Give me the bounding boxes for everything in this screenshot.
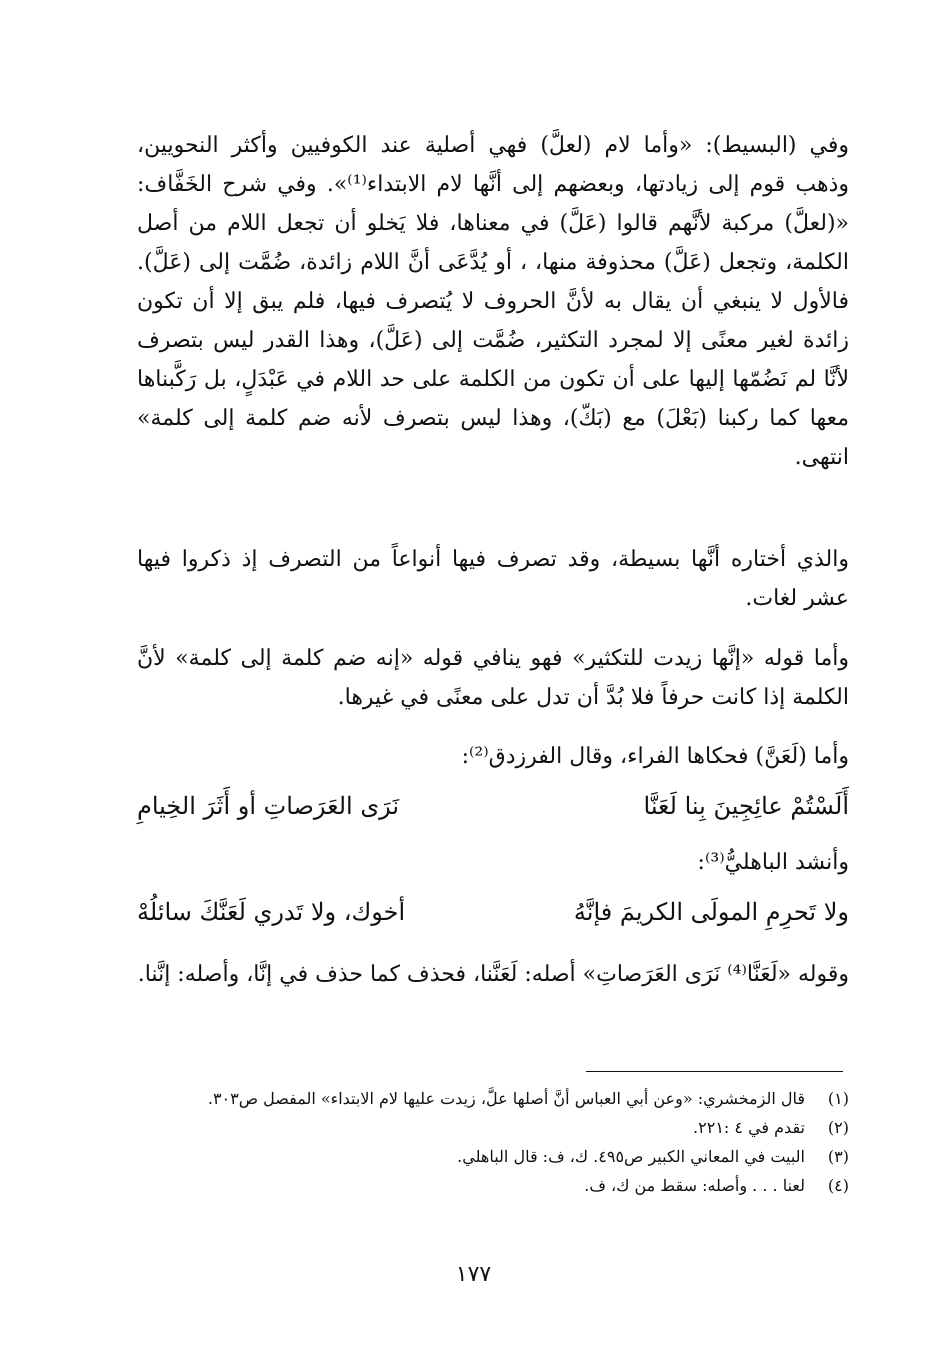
footnote xyxy=(137,1171,849,1200)
footnote-number: (١) xyxy=(827,1089,849,1108)
verse-intro: وأنشد الباهليُّ⁽³⁾: xyxy=(697,850,849,875)
body-paragraph: والذي أختاره أنَّها بسيطة، وقد تصرف فيها أنواعاً من التصرف إذ ذكروا فيها عشر لغات. xyxy=(137,547,849,611)
footnote-separator xyxy=(586,1071,843,1072)
verse-second-hemistich: أخوك، ولا تَدري لَعَنَّكَ سائلُهْ xyxy=(137,898,406,926)
verse-first-hemistich: أَلَسْتُمْ عائِجِينَ بِنا لَعَنَّا xyxy=(643,792,849,820)
footnote-number: (٢) xyxy=(827,1118,849,1137)
footnote xyxy=(137,1113,849,1142)
footnote-text: قال الزمخشري: «وعن أبي العباس أنَّ أصلها علَّ، زيدت عليها لام الابتداء» المفصل ص٣٠٣. xyxy=(207,1089,805,1108)
verse-first-hemistich: ولا تَحرِمِ المولَى الكريمَ فإنَّهُ xyxy=(573,898,849,926)
body-paragraph: وقوله «لَعَنَّا⁽⁴⁾ نَرَى العَرَصاتِ» أصله: لَعَنَّنا، فحذف كما حذف في إنَّا، وأصله: إنَّنا. xyxy=(137,962,849,987)
poetry-verse xyxy=(137,898,849,938)
body-paragraph: وأما قوله «إنَّها زيدت للتكثير» فهو ينافي قوله «إنه ضم كلمة إلى كلمة» لأنَّ الكلمة إذا كانت حرفاً فلا بُدَّ أن تدل على معنًى في غيرها. xyxy=(137,646,849,710)
footnote-text: البيت في المعاني الكبير ص٤٩٥. ك، ف: قال الباهلي. xyxy=(457,1147,805,1166)
footnotes-list xyxy=(137,1084,849,1200)
footnote xyxy=(137,1084,849,1113)
footnote-number: (٣) xyxy=(827,1147,849,1166)
body-paragraph: وفي (البسيط): «وأما لام (لعلَّ) فهي أصلية عند الكوفيين وأكثر النحويين، وذهب قوم إلى زيادتها، وبعضهم إلى أنَّها لام الابتداء⁽¹⁾». وفي شرح الخَفَّاف: «(لعلَّ) مركبة لأنَّهم قالوا (عَلَّ) في معناها، فلا يَخلو أن تجعل اللام من أصل الكلمة، وتجعل (عَلَّ) محذوفة منها، ، أو يُدَّعَى أنَّ اللام زائدة، ضُمَّت إلى (عَلَّ). فالأول لا ينبغي أن يقال به لأنَّ الحروف لا يُتصرف فيها، فلم يبق إلا أن تكون زائدة لغير معنًى إلا لمجرد التكثير، ضُمَّت إلى (عَلَّ)، وهذا القدر ليس بتصرف لأنَّا لم نَضُمّها إليها على أن تكون من الكلمة على حد اللام في عَبْدَلٍ، بل رَكَّبناها معها كما ركبنا (بَعْلَ) مع (بَكّ)، وهذا ليس بتصرف لأنه ضم كلمة إلى كلمة» انتهى. xyxy=(137,133,850,470)
poetry-verse xyxy=(137,792,849,832)
verse-second-hemistich: نَرَى العَرَصاتِ أو أَثَرَ الخِيامِ xyxy=(137,792,400,820)
page-number: ١٧٧ xyxy=(455,1262,492,1287)
footnote-text: تقدم في ٤ :٢٢١. xyxy=(693,1118,805,1137)
footnote xyxy=(137,1142,849,1171)
body-paragraph: وأما (لَعَنَّ) فحكاها الفراء، وقال الفرزدق⁽²⁾: xyxy=(461,744,849,769)
footnote-text: لعنا . . . وأصله: سقط من ك، ف. xyxy=(584,1176,805,1195)
footnote-number: (٤) xyxy=(827,1176,849,1195)
